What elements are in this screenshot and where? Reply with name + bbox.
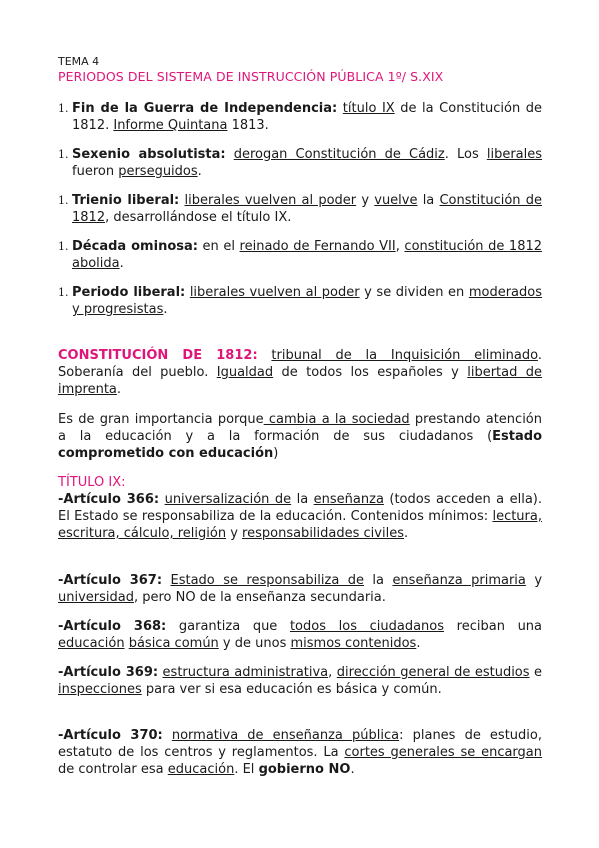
- text-span: prestando atención a la educación y a la formación de sus ciudadanos (: [58, 412, 542, 444]
- underlined-text: cambia a la sociedad: [263, 412, 410, 427]
- periods-list: [58, 100, 542, 330]
- article-label: -Artículo 366:: [58, 492, 160, 507]
- underlined-text: Constitución de 1812: [72, 193, 542, 225]
- article-label: -Artículo 370:: [58, 728, 163, 743]
- underlined-text: título IX: [342, 101, 395, 116]
- text-span: y se dividen en: [359, 285, 469, 300]
- list-number: 1.: [58, 286, 69, 299]
- text-span: 1813.: [227, 118, 269, 133]
- title-ix-heading: TÍTULO IX:: [58, 475, 126, 490]
- text-span: .: [119, 256, 124, 271]
- list-number: 1.: [58, 102, 69, 115]
- underlined-text: estructura administrativa: [162, 665, 329, 680]
- underlined-text: enseñanza: [313, 492, 384, 507]
- text-span: .: [403, 526, 409, 541]
- text-span: .: [350, 762, 355, 777]
- text-span: [258, 348, 272, 363]
- period-item: [58, 192, 542, 226]
- underlined-text: enseñanza primaria: [392, 573, 526, 588]
- underlined-text: inspecciones: [58, 682, 142, 697]
- text-span: y de unos: [218, 636, 291, 651]
- bold-text: gobierno NO: [258, 762, 351, 777]
- underlined-text: mismos contenidos: [290, 636, 417, 651]
- text-span: [162, 573, 170, 588]
- article-369: [58, 664, 542, 698]
- underlined-text: cortes generales se encargan: [344, 745, 543, 760]
- underlined-text: educación: [58, 636, 125, 651]
- text-span: y: [226, 526, 243, 541]
- underlined-text: liberales vuelven al poder: [189, 285, 360, 300]
- list-number: 1.: [58, 194, 69, 207]
- underlined-text: lectura, escritura, cálculo, religión: [58, 509, 542, 541]
- text-span: fueron: [72, 164, 119, 179]
- text-span: la: [417, 193, 440, 208]
- text-span: ): [273, 446, 279, 461]
- article-366: [58, 491, 542, 542]
- underlined-text: vuelve: [374, 193, 418, 208]
- period-item: [58, 146, 542, 180]
- article-label: -Artículo 368:: [58, 619, 167, 634]
- text-span: la: [291, 492, 314, 507]
- list-number: 1.: [58, 240, 69, 253]
- underlined-text: todos los ciudadanos: [289, 619, 445, 634]
- underlined-text: Igualdad: [216, 365, 274, 380]
- text-span: Es de gran importancia porque: [58, 412, 264, 427]
- text-span: .: [116, 382, 122, 397]
- period-item: [58, 284, 542, 318]
- text-span: [226, 147, 234, 162]
- text-span: y: [525, 573, 543, 588]
- underlined-text: liberales vuelven al poder: [184, 193, 357, 208]
- article-label: -Artículo 367:: [58, 573, 163, 588]
- text-span: .: [416, 636, 421, 651]
- underlined-text: universidad: [58, 590, 134, 605]
- text-span: e: [529, 665, 542, 680]
- text-span: de la Constitución de 1812.: [72, 101, 543, 133]
- underlined-text: dirección general de estudios: [336, 665, 530, 680]
- constitution-paragraph: [58, 347, 542, 398]
- underlined-text: Estado se responsabiliza de: [170, 573, 364, 588]
- text-span: para ver si esa educación es básica y común.: [141, 682, 442, 697]
- underlined-text: Informe Quintana: [113, 118, 228, 133]
- text-span: ,: [328, 665, 337, 680]
- period-item: [58, 238, 542, 272]
- underlined-text: liberales: [486, 147, 543, 162]
- underlined-text: normativa de enseñanza pública: [171, 728, 400, 743]
- text-span: . El: [234, 762, 259, 777]
- text-span: : planes de estudio, estatuto de los centros y reglamentos. La: [58, 728, 542, 760]
- underlined-text: libertad de imprenta: [58, 365, 542, 397]
- bold-text: Estado comprometido con educación: [58, 429, 542, 461]
- underlined-text: básica común: [128, 636, 219, 651]
- underlined-text: tribunal de la Inquisición eliminado: [271, 348, 538, 363]
- underlined-text: educación: [167, 762, 235, 777]
- period-item: [58, 100, 542, 134]
- constitution-heading: CONSTITUCIÓN DE 1812:: [58, 348, 258, 363]
- text-span: reciban una: [444, 619, 543, 634]
- text-span: .: [163, 302, 168, 317]
- period-term: Sexenio absolutista:: [72, 147, 226, 162]
- text-span: , desarrollándose el título IX.: [105, 210, 292, 225]
- underlined-text: universalización de: [164, 492, 292, 507]
- underlined-text: constitución de 1812 abolida: [72, 239, 543, 271]
- article-label: -Artículo 369:: [58, 665, 159, 680]
- text-span: , pero NO de la enseñanza secundaria.: [133, 590, 386, 605]
- text-span: de todos los españoles y: [273, 365, 468, 380]
- underlined-text: moderados y progresistas: [72, 285, 542, 317]
- period-term: Trienio liberal:: [72, 193, 180, 208]
- text-span: (todos acceden a ella). El Estado se responsabiliza de la educación. Contenidos mínimos:: [58, 492, 543, 524]
- text-span: . Soberanía del pueblo.: [58, 348, 542, 380]
- topic-label: TEMA 4: [58, 55, 100, 68]
- text-span: ,: [395, 239, 405, 254]
- list-number: 1.: [58, 148, 69, 161]
- text-span: de controlar esa: [58, 762, 168, 777]
- importance-paragraph: [58, 411, 542, 462]
- text-span: .: [197, 164, 202, 179]
- text-span: . Los: [444, 147, 487, 162]
- text-span: en el: [197, 239, 240, 254]
- underlined-text: reinado de Fernando VII: [239, 239, 396, 254]
- document-title: PERIODOS DEL SISTEMA DE INSTRUCCIÓN PÚBLICA 1º/ S.XIX: [58, 69, 444, 84]
- underlined-text: derogan Constitución de Cádiz: [233, 147, 445, 162]
- underlined-text: perseguidos: [118, 164, 198, 179]
- article-368: [58, 618, 542, 652]
- text-span: y: [356, 193, 375, 208]
- underlined-text: responsabilidades civiles: [242, 526, 404, 541]
- text-span: la: [363, 573, 393, 588]
- period-term: Periodo liberal:: [72, 285, 186, 300]
- article-370: [58, 727, 542, 778]
- text-span: garantiza que: [166, 619, 290, 634]
- period-term: Fin de la Guerra de Independencia:: [72, 101, 338, 116]
- period-term: Década ominosa:: [72, 239, 198, 254]
- text-span: [163, 728, 172, 743]
- article-367: [58, 572, 542, 606]
